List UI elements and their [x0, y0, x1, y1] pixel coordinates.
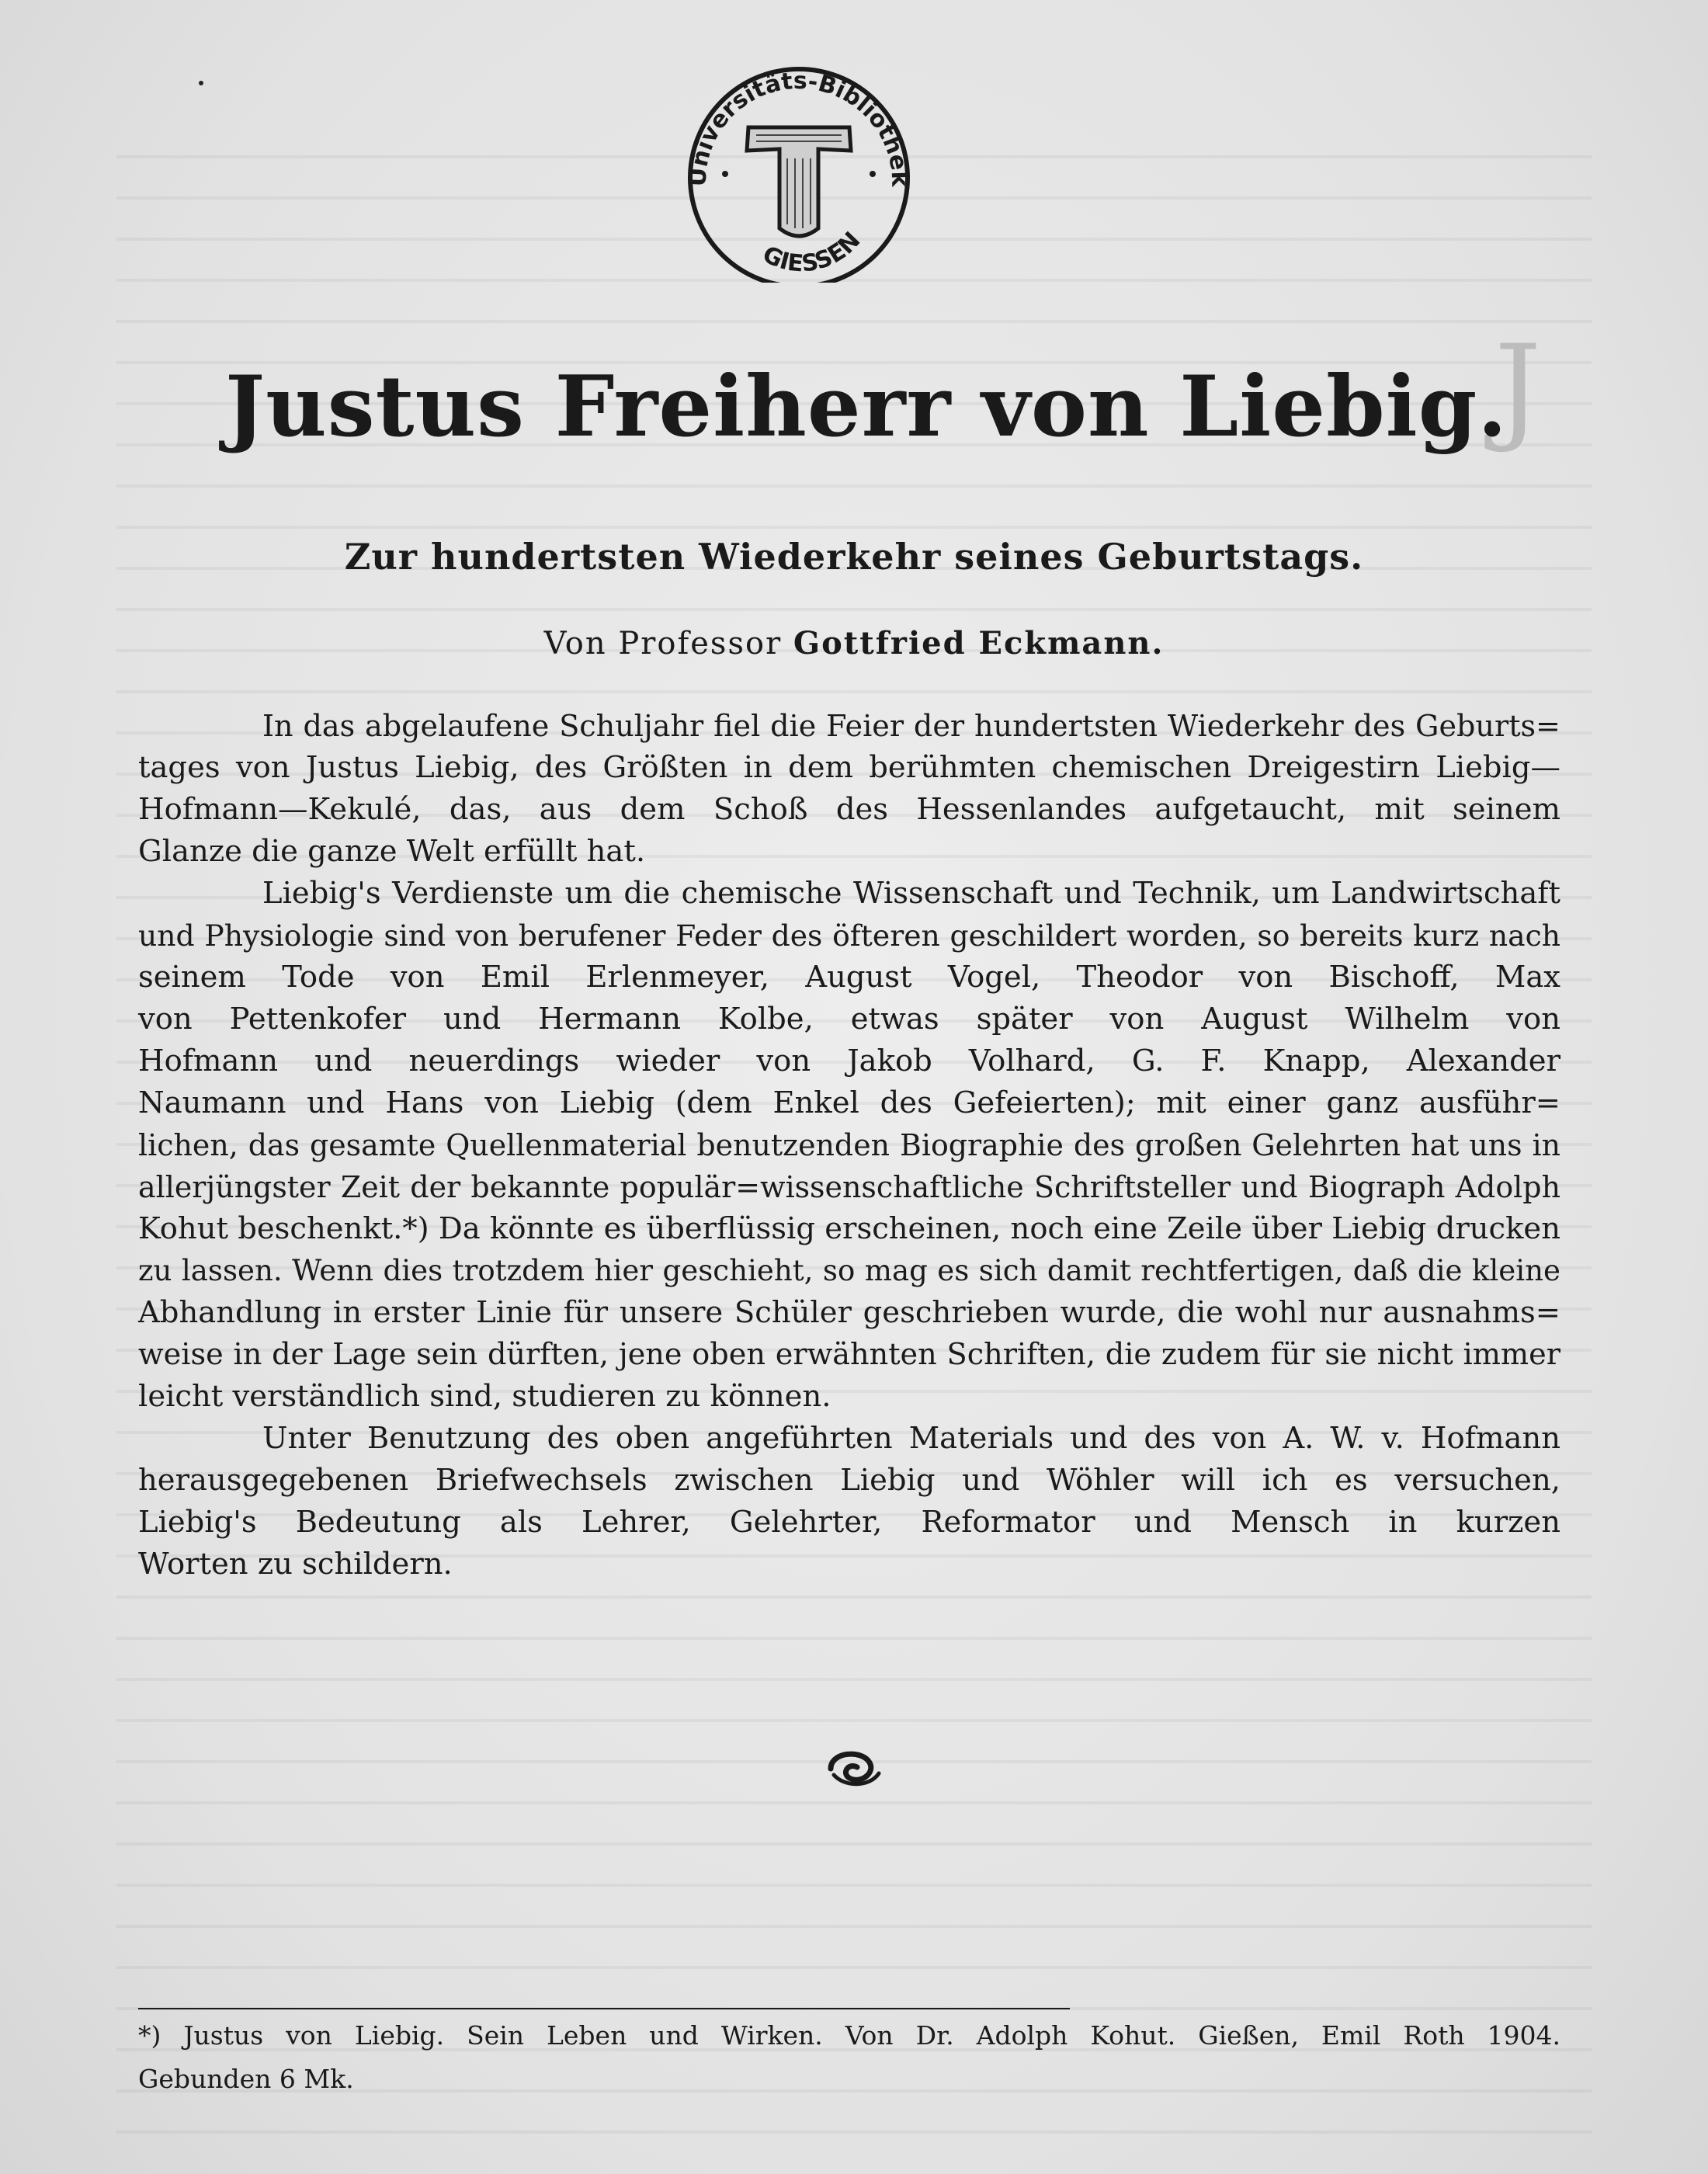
body-line: herausgegebenen Briefwechsels zwischen Liebig und Wöhler will ich es versuchen,: [138, 1463, 1560, 1498]
stamp-city-text: GIESSEN: [758, 227, 866, 278]
body-line: Worten zu schildern.: [138, 1547, 453, 1582]
body-line: lichen, das gesamte Quellenmaterial benutzenden Biographie des großen Gelehrten hat uns in: [138, 1128, 1560, 1162]
subtitle: Zur hundertsten Wiederkehr seines Geburtstags.: [344, 536, 1364, 578]
paragraph-1: [138, 705, 1560, 873]
body-line: Unter Benutzung des oben angeführten Materials und des von A. W. v. Hofmann: [262, 1421, 1560, 1456]
byline-author: Gottfried Eckmann.: [793, 625, 1165, 662]
body-line: Naumann und Hans von Liebig (dem Enkel des Gefeierten); mit einer ganz ausführ=: [138, 1085, 1560, 1120]
body-line: leicht verständlich sind, studieren zu können.: [138, 1379, 831, 1414]
ornament-icon: [823, 1745, 885, 1792]
body-line: von Pettenkofer und Hermann Kolbe, etwas später von August Wilhelm von: [138, 1002, 1560, 1037]
body-line: Hofmann und neuerdings wieder von Jakob Volhard, G. F. Knapp, Alexander: [138, 1044, 1560, 1078]
speck: [199, 81, 203, 85]
paragraph-3: [138, 1418, 1560, 1585]
body-line: Glanze die ganze Welt erfüllt hat.: [138, 834, 646, 869]
footnote: [138, 2014, 1560, 2101]
library-stamp: [671, 57, 927, 283]
body-line: Liebig's Bedeutung als Lehrer, Gelehrter, Reformator und Mensch in kurzen: [138, 1505, 1560, 1540]
body-line: weise in der Lage sein dürften, jene oben erwähnten Schriften, die zudem für sie nicht immer: [138, 1338, 1560, 1372]
footnote-line-1: *) Justus von Liebig. Sein Leben und Wirken. Von Dr. Adolph Kohut. Gießen, Emil Roth 1904.: [138, 2020, 1560, 2051]
body-line: Abhandlung in erster Linie für unsere Schüler geschrieben wurde, die wohl nur ausnahms=: [138, 1295, 1560, 1330]
body-line: tages von Justus Liebig, des Größten in dem berühmten chemischen Dreigestirn Liebig—: [138, 750, 1560, 785]
body-line: Kohut beschenkt.*) Da könnte es überflüssig erscheinen, noch eine Zeile über Liebig drucken: [138, 1211, 1560, 1246]
stamp-ring-text: Universitäts-Bibliothek: [684, 67, 914, 188]
body-line: allerjüngster Zeit der bekannte populär=wissenschaftliche Schriftsteller und Biograph Adolph: [138, 1170, 1560, 1204]
body-line: In das abgelaufene Schuljahr fiel die Feier der hundertsten Wiederkehr des Geburts=: [262, 709, 1560, 743]
body-line: Hofmann—Kekulé, das, aus dem Schoß des Hessenlandes aufgetaucht, mit seinem: [138, 792, 1560, 827]
body-line: zu lassen. Wenn dies trotzdem hier geschieht, so mag es sich damit rechtfertigen, daß die kleine: [138, 1254, 1560, 1287]
body-line: seinem Tode von Emil Erlenmeyer, August Vogel, Theodor von Bischoff, Max: [138, 960, 1560, 995]
paragraph-2: [138, 873, 1560, 1418]
body-line: Liebig's Verdienste um die chemische Wissenschaft und Technik, um Landwirtschaft: [262, 876, 1560, 911]
body-line: und Physiologie sind von berufener Feder des öfteren geschildert worden, so bereits kurz nach: [138, 919, 1560, 953]
page-title: Justus Freiherr von Liebig.: [225, 357, 1508, 456]
bleed-through-dropcap: J: [1494, 321, 1542, 456]
byline-prefix: Von Professor: [543, 626, 793, 662]
footnote-line-2: Gebunden 6 Mk.: [138, 2064, 354, 2094]
article-body: [138, 705, 1560, 1585]
byline: [0, 625, 1708, 662]
footnote-rule: [138, 2008, 1070, 2009]
